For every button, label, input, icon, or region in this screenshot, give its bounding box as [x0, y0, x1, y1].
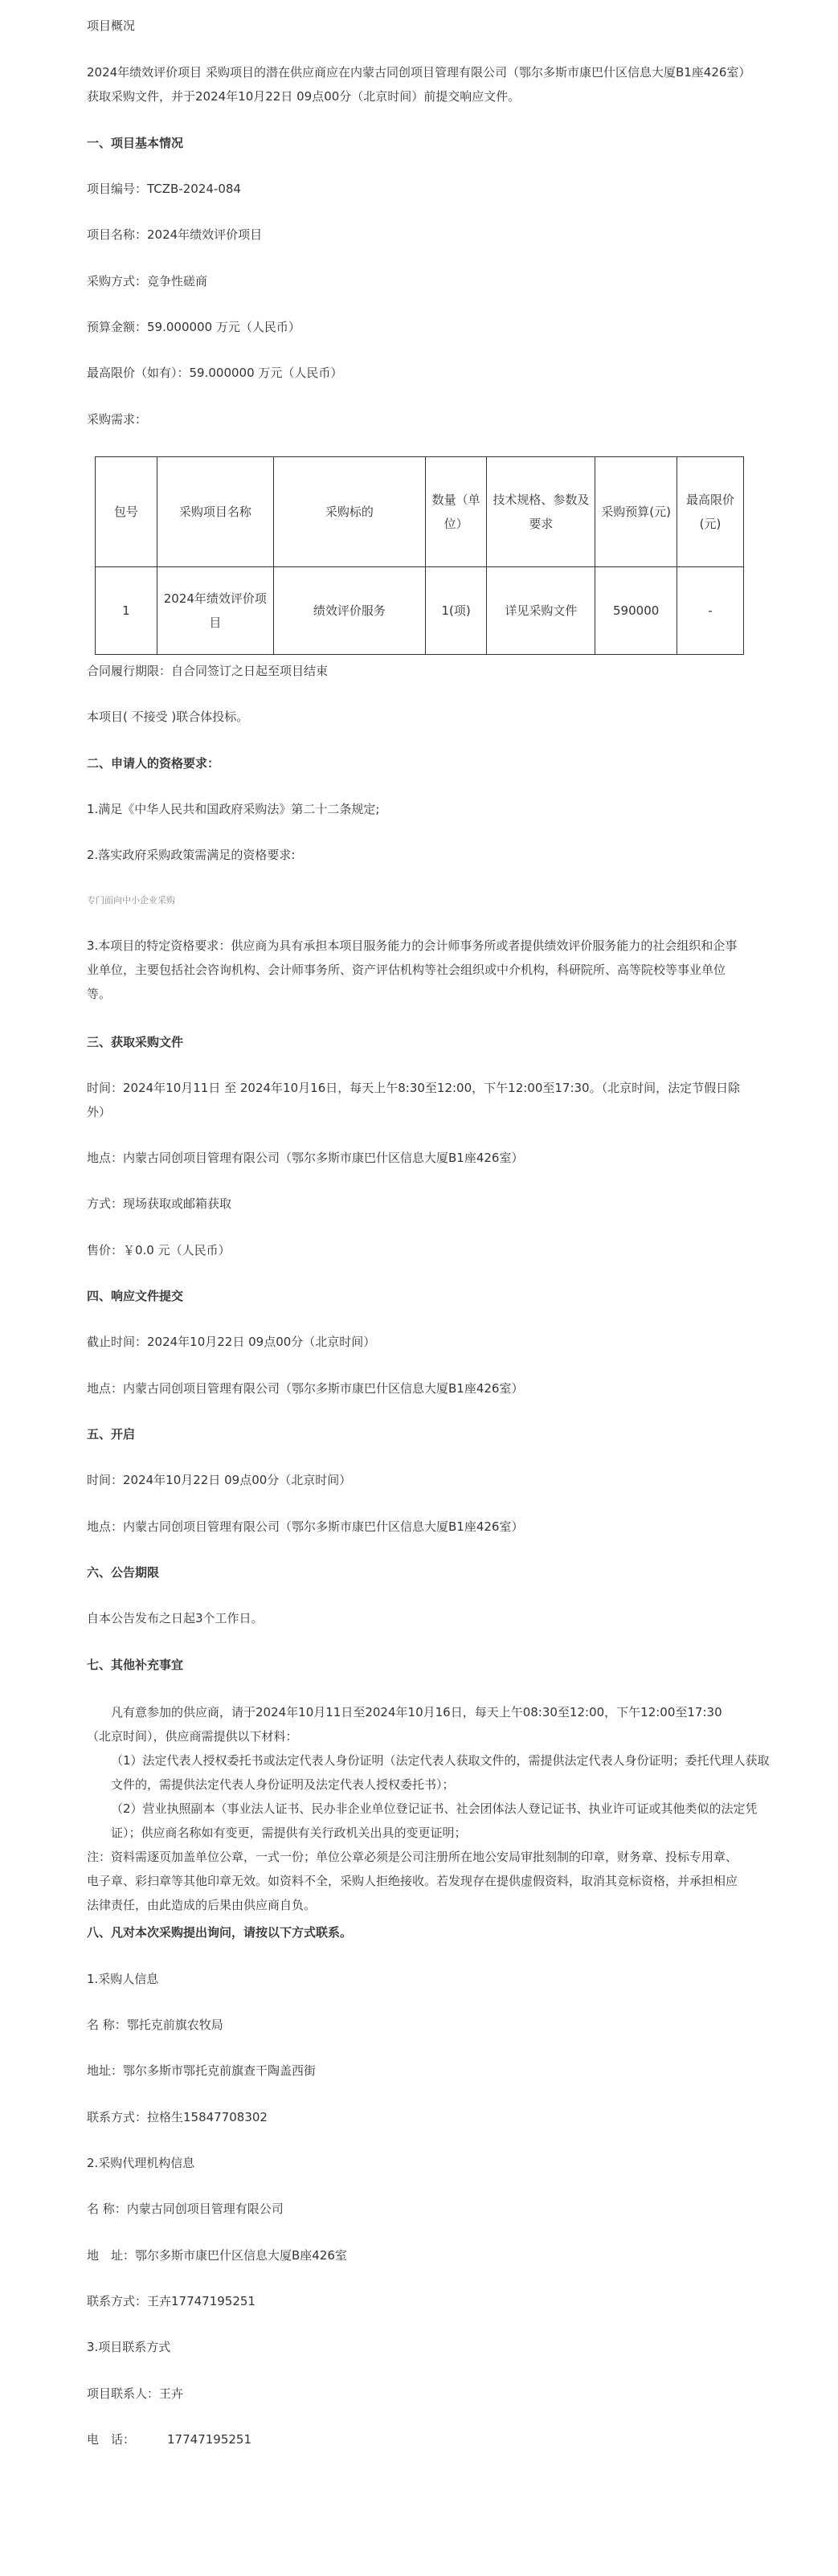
supplement-item-1: （1）法定代表人授权委托书或法定代表人身份证明（法定代表人获取文件的，需提供法定代表人身份证明；委托代理人获取文件的，需提供法定代表人身份证明及法定代表人授权委托书）；	[111, 1753, 770, 1792]
supplement-item-2: （2）营业执照副本（事业法人证书、民办非企业单位登记证书、社会团体法人登记证书、执业许可证或其他类似的法定凭证）；供应商名称如有变更，需提供有关行政机关出具的变更证明；	[111, 1801, 758, 1840]
section-3-heading: 三、获取采购文件	[87, 1035, 184, 1049]
table-header-cell: 采购项目名称	[157, 457, 273, 567]
supplement-note: 注：资料需逐页加盖单位公章，一式一份；单位公章必须是公司注册所在地公安局审批刻制的印章，财务章、投标专用章、电子章、彩扫章等其他印章无效。如资料不全，采购人拒绝接收。若发现存在提供虚假资料，取消其竞标资格，并承担相应法律责任，由此造成的后果由供应商自负。	[87, 1850, 738, 1912]
opening-place: 地点：内蒙古同创项目管理有限公司（鄂尔多斯市康巴什区信息大厦B1座426室）	[87, 1519, 524, 1534]
obtain-method: 方式：现场获取或邮箱获取	[87, 1196, 232, 1211]
phone-label: 电 话：	[87, 2432, 136, 2447]
section-7-heading: 七、其他补充事宜	[87, 1658, 184, 1672]
table-cell: -	[677, 567, 743, 655]
table-cell: 1(项)	[425, 567, 487, 655]
procurement-demand-table	[95, 456, 744, 655]
overview-body: 2024年绩效评价项目 采购项目的潜在供应商应在内蒙古同创项目管理有限公司（鄂尔多斯市康巴什区信息大厦B1座426室）获取采购文件，并于2024年10月22日 09点00分（北京时间）前提交响应文件。	[87, 65, 745, 104]
agency-name: 名 称：内蒙古同创项目管理有限公司	[87, 2202, 284, 2216]
overview-title: 项目概况	[87, 18, 136, 33]
table-cell: 详见采购文件	[487, 567, 595, 655]
qualification-3: 3.本项目的特定资格要求：供应商为具有承担本项目服务能力的会计师事务所或者提供绩效评价服务能力的社会组织和企事业单位，主要包括社会咨询机构、会计师事务所、资产评估机构等社会组织或中介机构，科研院所、高等院校等事业单位等。	[87, 938, 738, 1001]
table-header-cell: 数量（单位）	[425, 457, 487, 567]
purchaser-address: 地址：鄂尔多斯市鄂托克前旗查干陶盖西街	[87, 2063, 317, 2078]
consortium-note: 本项目( 不接受 )联合体投标。	[87, 709, 249, 724]
budget-amount: 预算金额：59.000000 万元（人民币）	[87, 320, 300, 334]
agency-contact: 联系方式：王卉17747195251	[87, 2294, 255, 2308]
qualification-1: 1.满足《中华人民共和国政府采购法》第二十二条规定;	[87, 802, 380, 816]
purchaser-contact: 联系方式：拉格生15847708302	[87, 2110, 268, 2124]
contract-period: 合同履行期限：自合同签订之日起至项目结束	[87, 664, 329, 678]
max-price: 最高限价（如有）：59.000000 万元（人民币）	[87, 366, 343, 380]
project-number: 项目编号：TCZB-2024-084	[87, 182, 241, 196]
purchaser-title: 1.采购人信息	[87, 1972, 159, 1986]
agency-title: 2.采购代理机构信息	[87, 2156, 195, 2170]
purchaser-name: 名 称：鄂托克前旗农牧局	[87, 2018, 223, 2032]
notice-period: 自本公告发布之日起3个工作日。	[87, 1611, 264, 1625]
section-8-heading: 八、凡对本次采购提出询问，请按以下方式联系。	[87, 1925, 353, 1940]
project-contact-title: 3.项目联系方式	[87, 2340, 171, 2354]
table-header-cell: 包号	[96, 457, 157, 567]
demand-label: 采购需求：	[87, 412, 148, 427]
project-name: 项目名称：2024年绩效评价项目	[87, 227, 263, 242]
section-1-heading: 一、项目基本情况	[87, 136, 184, 150]
project-contact-person: 项目联系人：王卉	[87, 2386, 184, 2401]
supplement-intro: 凡有意参加的供应商，请于2024年10月11日至2024年10月16日，每天上午08:30至12:00，下午12:00至17:30（北京时间），供应商需提供以下材料：	[87, 1705, 722, 1744]
project-contact-phone	[87, 2427, 746, 2451]
submit-place: 地点：内蒙古同创项目管理有限公司（鄂尔多斯市康巴什区信息大厦B1座426室）	[87, 1381, 524, 1396]
obtain-price: 售价：￥0.0 元（人民币）	[87, 1243, 231, 1257]
submit-deadline: 截止时间：2024年10月22日 09点00分（北京时间）	[87, 1335, 376, 1349]
phone-value: 17747195251	[167, 2432, 251, 2447]
table-header-row	[96, 457, 744, 567]
table-header-cell: 技术规格、参数及要求	[487, 457, 595, 567]
table-header-cell: 最高限价(元)	[677, 457, 743, 567]
table-cell: 绩效评价服务	[273, 567, 425, 655]
section-5-heading: 五、开启	[87, 1427, 136, 1441]
table-cell: 590000	[595, 567, 677, 655]
opening-time: 时间：2024年10月22日 09点00分（北京时间）	[87, 1473, 352, 1487]
table-header-cell: 采购预算(元)	[595, 457, 677, 567]
agency-address: 地 址：鄂尔多斯市康巴什区信息大厦B座426室	[87, 2248, 347, 2263]
section-4-heading: 四、响应文件提交	[87, 1289, 184, 1303]
obtain-place: 地点：内蒙古同创项目管理有限公司（鄂尔多斯市康巴什区信息大厦B1座426室）	[87, 1151, 524, 1165]
table-cell: 2024年绩效评价项目	[157, 567, 273, 655]
obtain-time: 时间：2024年10月11日 至 2024年10月16日，每天上午8:30至12:00，下午12:00至17:30。（北京时间，法定节假日除外）	[87, 1081, 741, 1119]
sme-note: 专门面向中小企业采购	[87, 895, 175, 906]
table-header-cell: 采购标的	[273, 457, 425, 567]
table-cell: 1	[96, 567, 157, 655]
table-row	[96, 567, 744, 655]
section-6-heading: 六、公告期限	[87, 1565, 160, 1580]
procurement-method: 采购方式：竞争性磋商	[87, 274, 208, 288]
section-2-heading: 二、申请人的资格要求：	[87, 756, 220, 771]
qualification-2: 2.落实政府采购政策需满足的资格要求:	[87, 848, 296, 862]
